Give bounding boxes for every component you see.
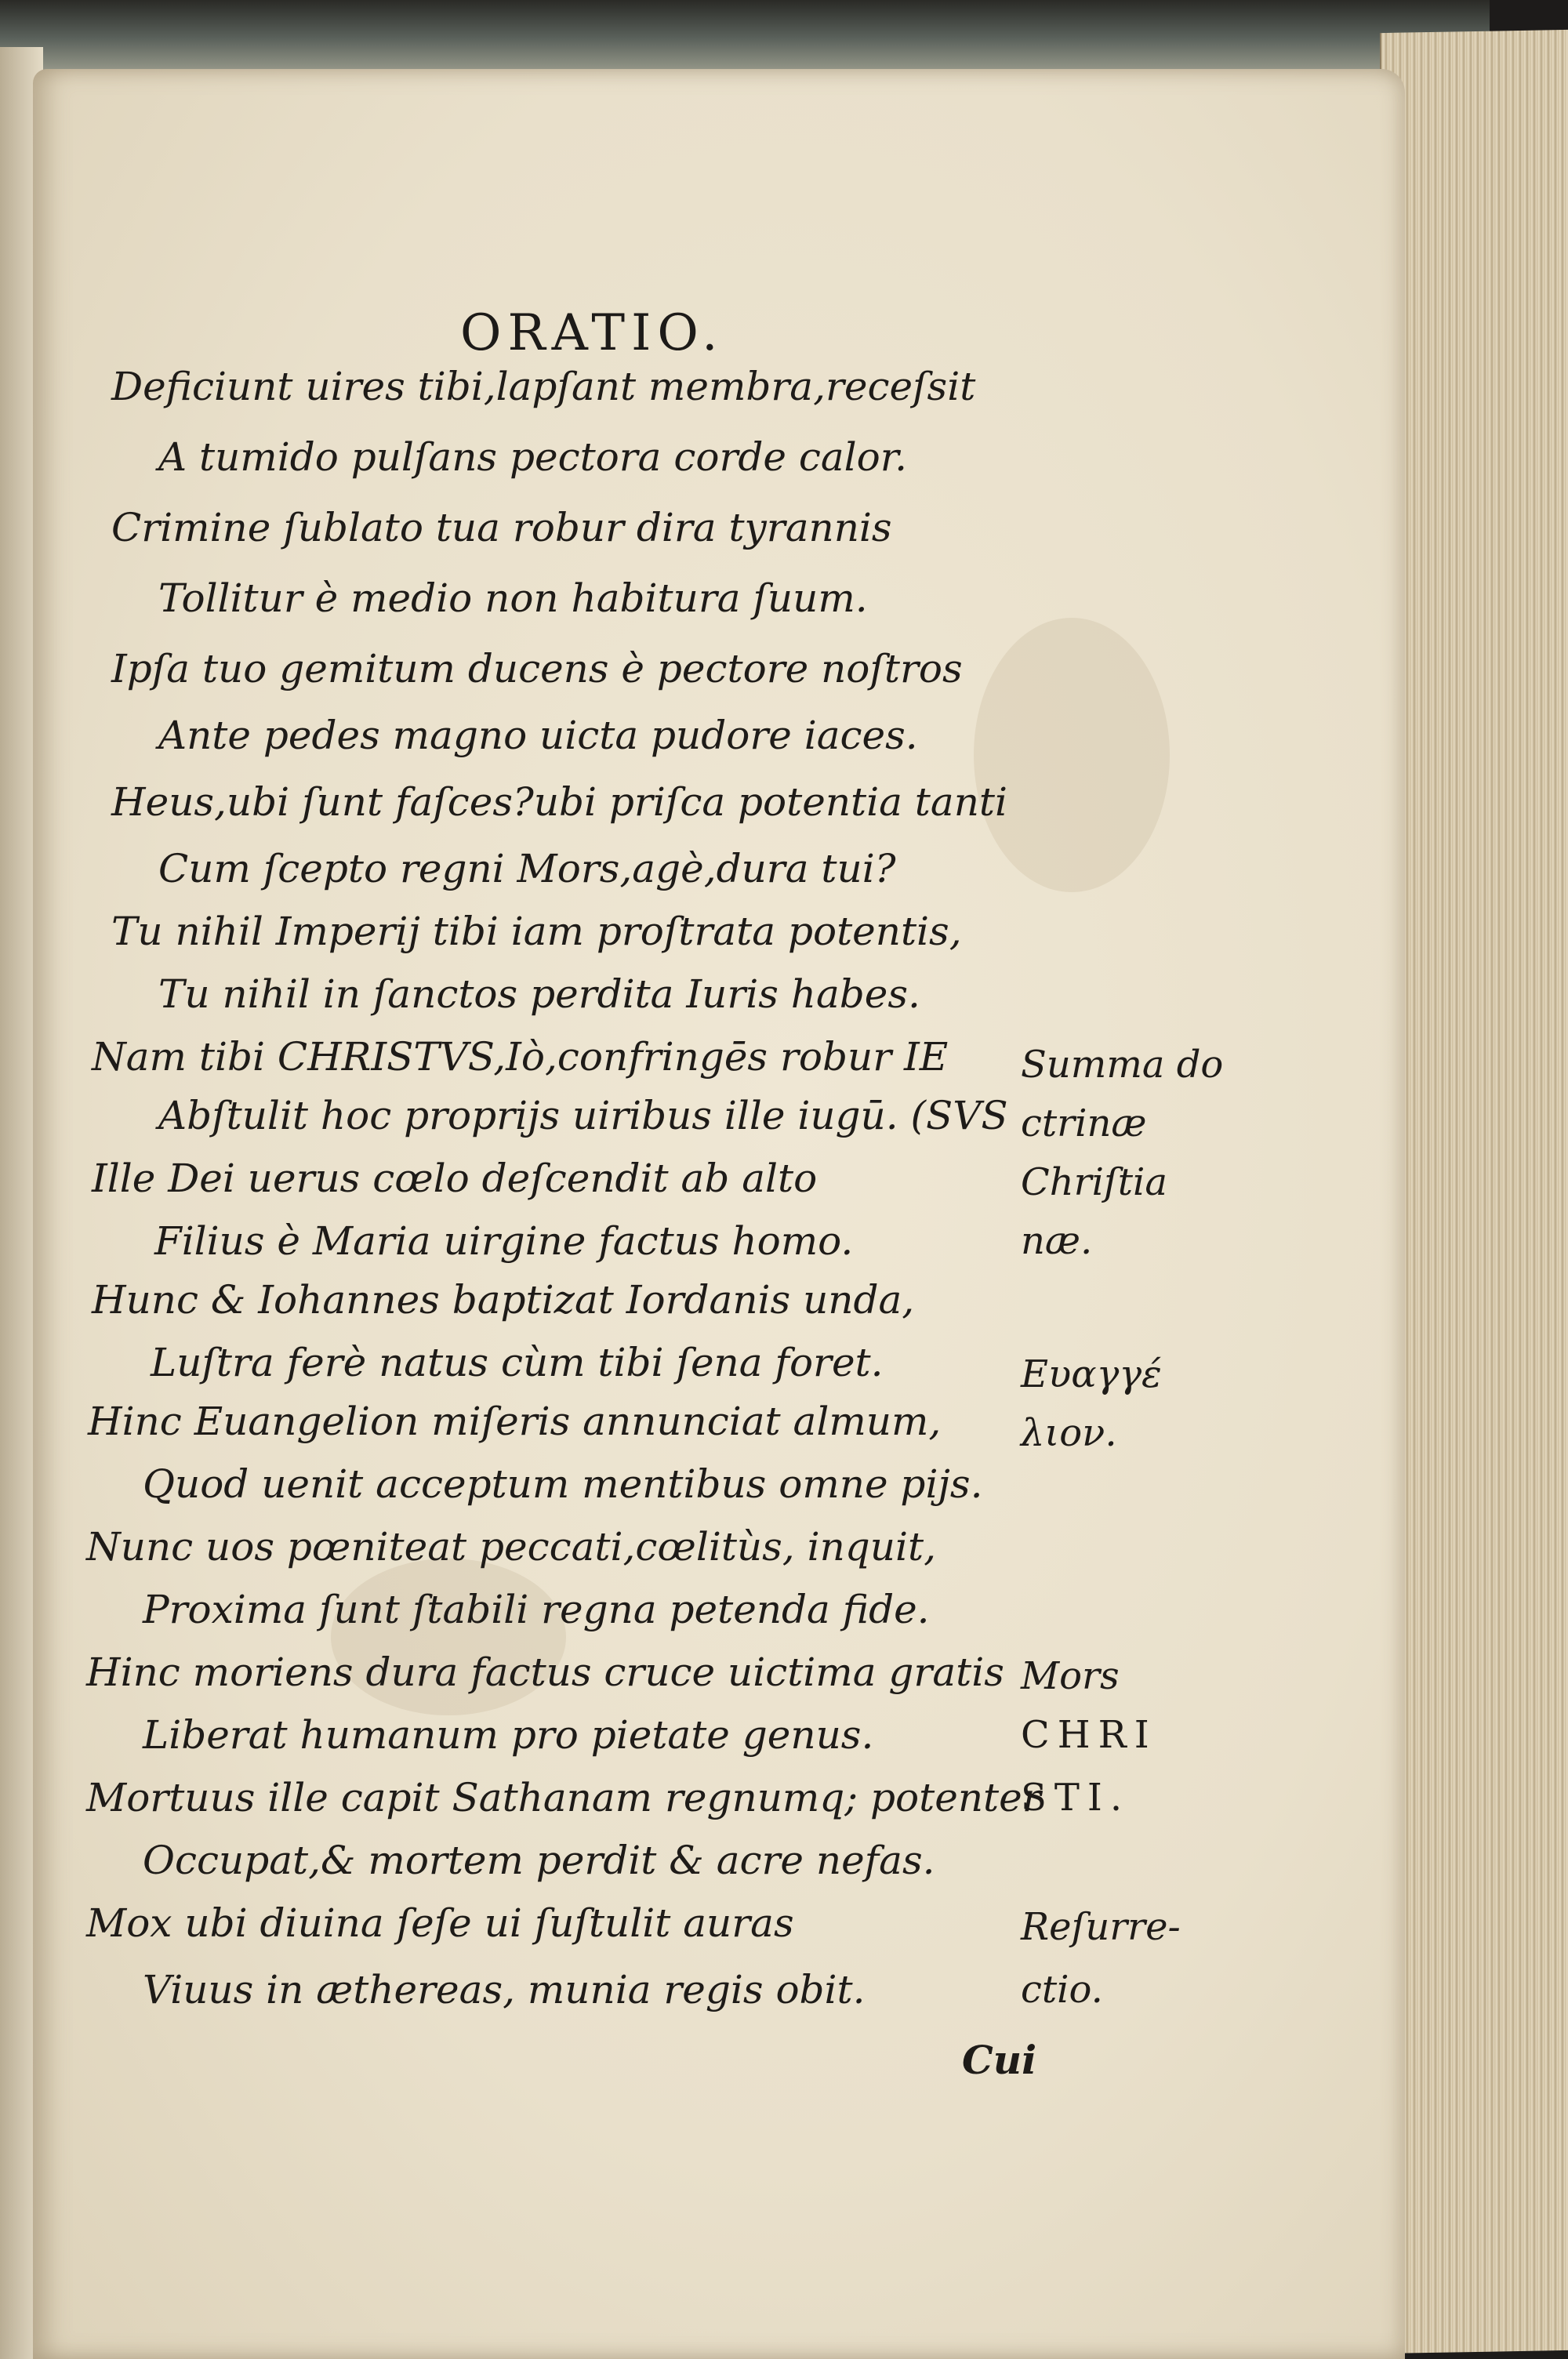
verse-line: Ante pedes magno uicta pudore iaces. bbox=[158, 713, 918, 758]
book-page bbox=[33, 69, 1405, 2359]
verse-line: Nam tibi CHRISTVS,Iò,confringēs robur IE bbox=[92, 1034, 949, 1080]
verse-line: Hinc Euangelion miſeris annunciat almum, bbox=[88, 1399, 942, 1444]
page-title: ORATIO. bbox=[460, 304, 724, 362]
verse-line: Liberat humanum pro pietate genus. bbox=[143, 1712, 874, 1758]
margin-note: STI. bbox=[1021, 1776, 1131, 1820]
margin-note: Chriſtia bbox=[1021, 1160, 1167, 1204]
verse-line: Occupat,& mortem perdit & acre nefas. bbox=[143, 1838, 935, 1883]
verse-line: Abſtulit hoc proprijs uiribus ille iugū. (SVS bbox=[158, 1093, 1008, 1138]
verse-line: Mox ubi diuina ſeſe ui ſuſtulit auras bbox=[86, 1900, 794, 1946]
verse-line: Viuus in æthereas, munia regis obit. bbox=[143, 1967, 866, 2012]
verse-line: Tu nihil in ſanctos perdita Iuris habes. bbox=[158, 971, 920, 1017]
verse-line: Tollitur è medio non habitura ſuum. bbox=[158, 575, 868, 621]
margin-note: Mors bbox=[1021, 1654, 1120, 1698]
verse-line: A tumido pulſans pectora corde calor. bbox=[158, 434, 908, 480]
verse-line: Hinc moriens dura factus cruce uictima gratis bbox=[86, 1649, 1004, 1695]
margin-note: ctrinæ bbox=[1021, 1101, 1147, 1145]
verse-line: Crimine ſublato tua robur dira tyrannis bbox=[111, 505, 892, 550]
verse-line: Hunc & Iohannes baptizat Iordanis unda, bbox=[92, 1277, 915, 1323]
verse-line: Tu nihil Imperij tibi iam proſtrata potentis, bbox=[111, 909, 962, 954]
verse-line: Luſtra ferè natus cùm tibi ſena foret. bbox=[151, 1340, 884, 1385]
verse-line: Ille Dei uerus cœlo deſcendit ab alto bbox=[92, 1156, 818, 1201]
verse-line: Cum ſcepto regni Mors,agè,dura tui? bbox=[158, 846, 896, 891]
margin-note: Ευαγγέ bbox=[1021, 1352, 1162, 1396]
verse-line: Nunc uos pœniteat peccati,cœlitùs, inquit, bbox=[86, 1524, 936, 1570]
verse-line: Heus,ubi ſunt faſces?ubi priſca potentia tanti bbox=[111, 779, 1007, 825]
verse-line: Mortuus ille capit Sathanam regnumq; potenter bbox=[86, 1775, 1041, 1820]
margin-note: ctio. bbox=[1021, 1968, 1103, 2012]
verse-line: Proxima ſunt ſtabili regna petenda fide. bbox=[143, 1587, 930, 1632]
catchword: Cui bbox=[962, 2037, 1037, 2083]
verse-line: Deficiunt uires tibi,lapſant membra,receſsit bbox=[111, 364, 976, 409]
page-block-edge bbox=[1380, 30, 1568, 2354]
margin-note: CHRI bbox=[1021, 1713, 1157, 1757]
margin-note: næ. bbox=[1021, 1219, 1093, 1263]
margin-note: Summa do bbox=[1021, 1043, 1224, 1087]
verse-line: Ipſa tuo gemitum ducens è pectore noſtros bbox=[111, 646, 963, 691]
margin-note: λιον. bbox=[1021, 1411, 1117, 1455]
margin-note: Reſurre- bbox=[1021, 1905, 1181, 1949]
verse-line: Filius è Maria uirgine factus homo. bbox=[154, 1218, 854, 1264]
verse-line: Quod uenit acceptum mentibus omne pijs. bbox=[143, 1461, 983, 1507]
